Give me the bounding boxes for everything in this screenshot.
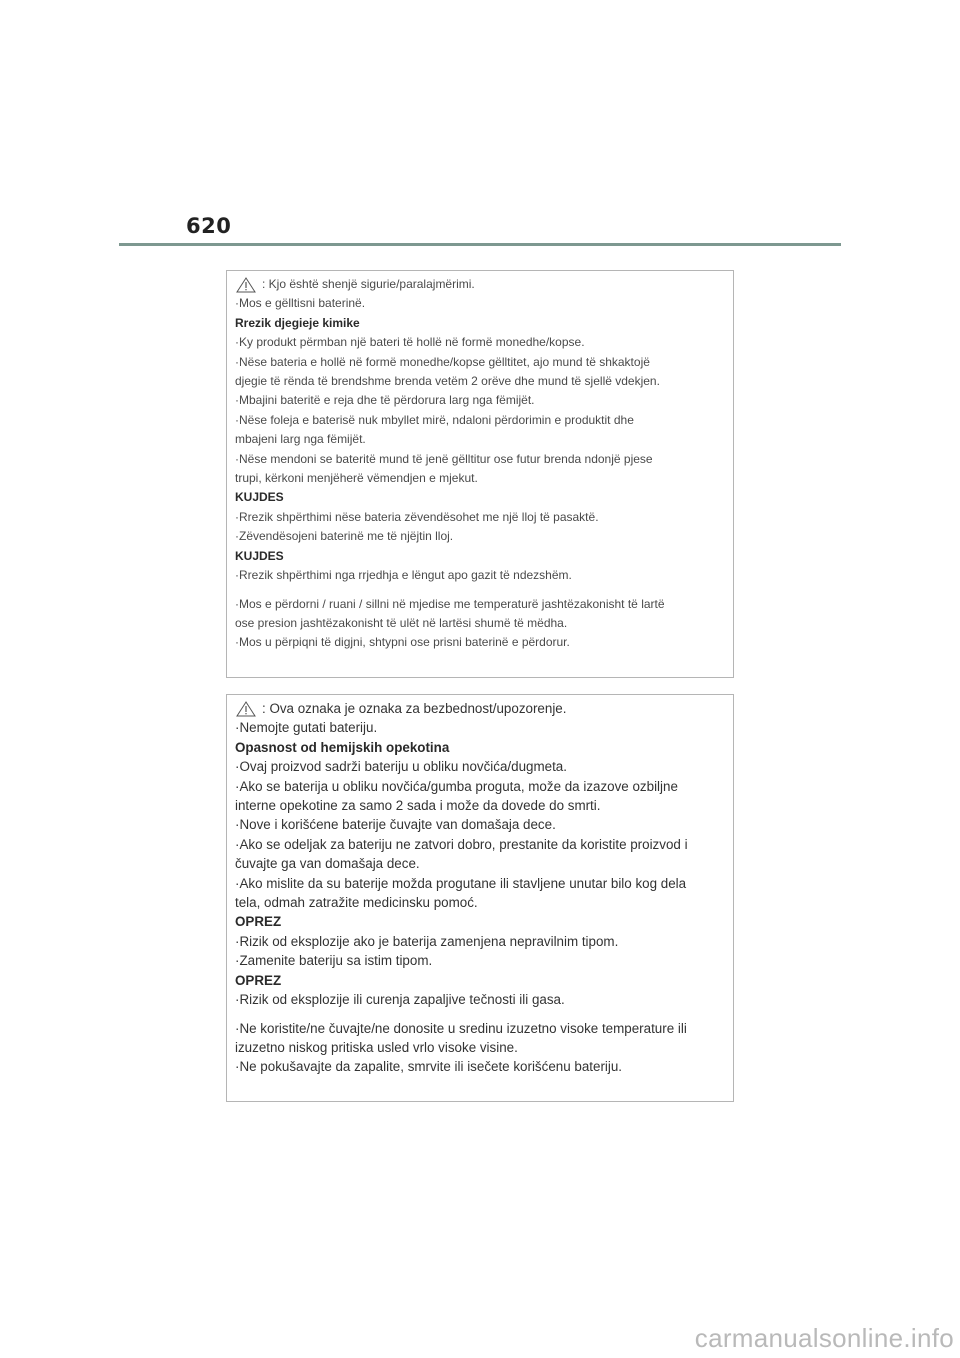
text-line: ·Rrezik shpërthimi nga rrjedhja e lëngut apo gazit të ndezshëm.: [235, 568, 572, 583]
text-line: ·Ako mislite da su baterije možda progutane ili stavljene unutar bilo kog dela: [235, 875, 687, 891]
text-line: ose presion jashtëzakonisht të ulët në lartësi shumë të mëdha.: [235, 615, 568, 630]
text-line: ·Mos e gëlltisni baterinë.: [235, 296, 366, 311]
section-heading: OPREZ: [235, 972, 282, 988]
text-line: čuvajte ga van domašaja dece.: [235, 856, 420, 872]
page-number: 620: [186, 214, 232, 238]
section-heading: Opasnost od hemijskih opekotina: [235, 739, 450, 755]
warning-triangle-icon: [236, 701, 256, 717]
warning-heading-sr: [235, 699, 725, 718]
text-line: mbajeni larg nga fëmijët.: [235, 432, 366, 447]
text-line: ·Ovaj proizvod sadrži bateriju u obliku novčića/dugmeta.: [235, 759, 567, 775]
text-line: ·Nëse bateria e hollë në formë monedhe/kopse gëlltitet, ajo mund të shkaktojë: [235, 354, 650, 369]
watermark-text: carmanualsonline.info: [694, 1323, 954, 1353]
text-line: ·Zamenite bateriju sa istim tipom.: [235, 953, 433, 969]
text-line: tela, odmah zatražite medicinsku pomoć.: [235, 895, 478, 911]
albanian-lines: [235, 294, 725, 652]
text-line: izuzetno niskog pritiska usled vrlo visoke visine.: [235, 1039, 518, 1055]
text-line: ·Nemojte gutati bateriju.: [235, 720, 378, 736]
text-line: ·Zëvendësojeni baterinë me të njëjtin lloj.: [235, 529, 454, 544]
text-line: ·Nëse foleja e baterisë nuk mbyllet mirë, ndaloni përdorimin e produktit dhe: [235, 412, 634, 427]
text-line: ·Mos u përpiqni të digjni, shtypni ose prisni baterinë e përdorur.: [235, 635, 570, 650]
text-line: ·Ako se baterija u obliku novčića/gumba proguta, može da izazove ozbiljne: [235, 778, 678, 794]
warning-triangle-icon: [236, 277, 256, 293]
text-line: ·Ne koristite/ne čuvajte/ne donosite u sredinu izuzetno visoke temperature ili: [235, 1020, 687, 1036]
text-line: ·Nëse mendoni se bateritë mund të jenë gëlltitur ose futur brenda ndonjë pjese: [235, 451, 653, 466]
text-line: ·Rizik od eksplozije ako je baterija zamenjena nepravilnim tipom.: [235, 933, 619, 949]
text-line: ·Rizik od eksplozije ili curenja zapaljive tečnosti ili gasa.: [235, 992, 565, 1008]
text-line: ·Nove i korišćene baterije čuvajte van domašaja dece.: [235, 817, 556, 833]
text-line: interne opekotine za samo 2 sada i može da dovede do smrti.: [235, 798, 601, 814]
text-line: ·Rrezik shpërthimi nëse bateria zëvendësohet me një lloj të pasaktë.: [235, 509, 599, 524]
text-line: ·Mbajini bateritë e reja dhe të përdorura larg nga fëmijët.: [235, 393, 535, 408]
section-heading: KUJDES: [235, 548, 284, 563]
text-line: djegie të rënda të brendshme brenda vetëm 2 orëve dhe mund të sjellë vdekjen.: [235, 374, 660, 389]
text-line: ·Mos e përdorni / ruani / sillni në mjedise me temperaturë jashtëzakonisht të lartë: [235, 596, 665, 611]
header-rule: [119, 243, 841, 246]
serbian-lines: [235, 718, 725, 1076]
section-heading: KUJDES: [235, 490, 284, 505]
text-line: ·Ako se odeljak za bateriju ne zatvori dobro, prestanite da koristite proizvod i: [235, 836, 688, 852]
warning-heading-text: : Kjo është shenjë sigurie/paralajmërimi.: [262, 277, 475, 291]
text-line: ·Ky produkt përmban një bateri të hollë në formë monedhe/kopse.: [235, 335, 585, 350]
text-line: ·Ne pokušavajte da zapalite, smrvite ili isečete korišćenu bateriju.: [235, 1059, 623, 1075]
warning-heading-text: : Ova oznaka je oznaka za bezbednost/upozorenje.: [262, 701, 567, 716]
section-heading: OPREZ: [235, 914, 282, 930]
serbian-warning-box: [226, 694, 734, 1102]
section-heading: Rrezik djegieje kimike: [235, 315, 360, 330]
warning-heading-sq: [235, 275, 725, 294]
text-line: trupi, kërkoni menjëherë vëmendjen e mjekut.: [235, 471, 478, 486]
albanian-warning-box: [226, 270, 734, 678]
